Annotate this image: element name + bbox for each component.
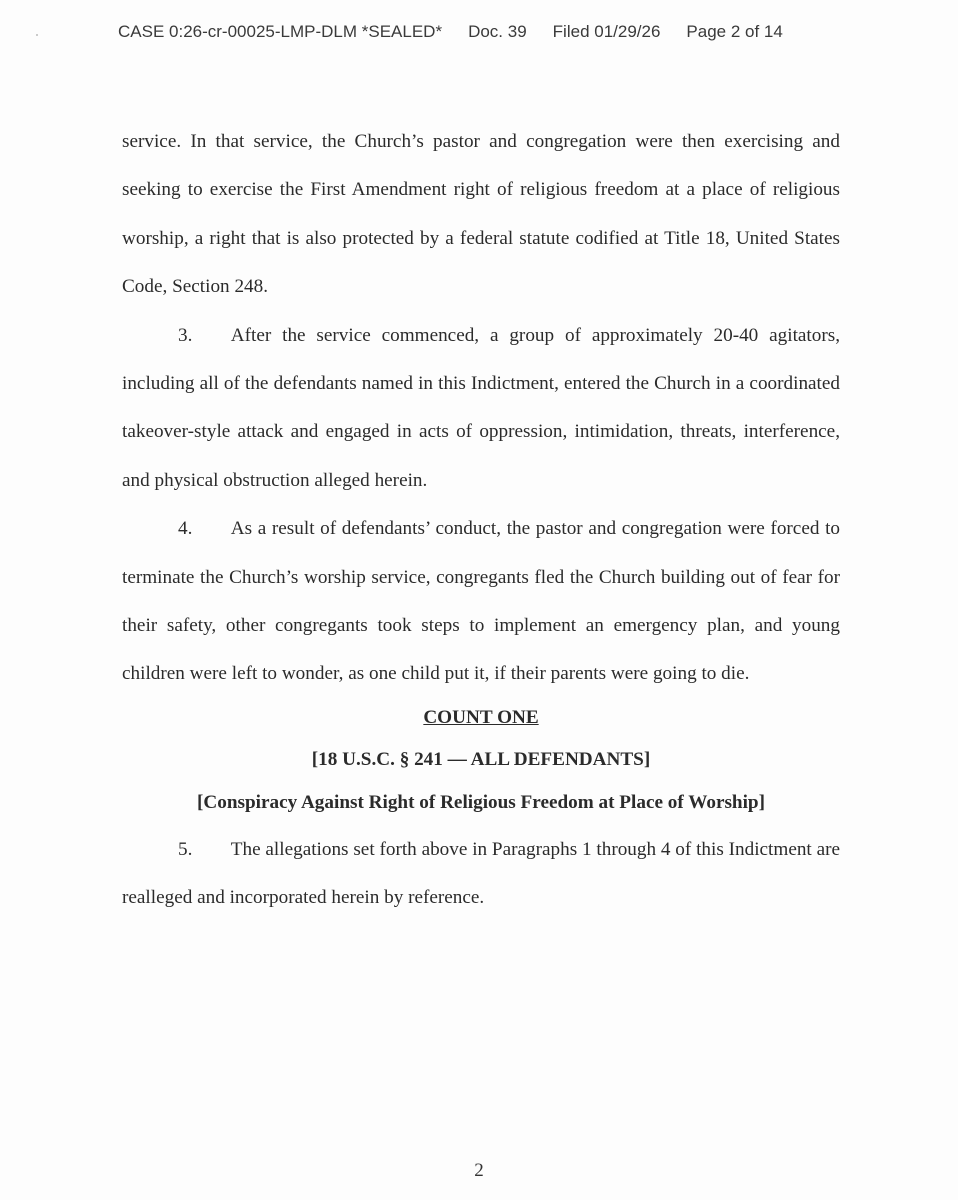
document-body [122, 118, 840, 923]
paragraph-5: 5. The allegations set forth above in Paragraphs 1 through 4 of this Indictment are realleged and incorporated herein by reference. [122, 838, 840, 909]
document-number: Doc. 39 [468, 22, 527, 41]
count-statute: [18 U.S.C. § 241 — ALL DEFENDANTS] [311, 748, 651, 770]
page-count: Page 2 of 14 [686, 22, 783, 41]
case-number: CASE 0:26-cr-00025-LMP-DLM *SEALED* [118, 22, 443, 41]
scan-speck [36, 34, 38, 36]
filed-date: Filed 01/29/26 [552, 22, 661, 41]
paragraph-continued: service. In that service, the Church’s pastor and congregation were then exercising and seeking to exercise the First Amendment right of religious freedom at a place of religious worship, a right that is also protected by a federal statute codified at Title 18, United States Code, Section 248. [122, 131, 840, 298]
page-number: 2 [474, 1160, 484, 1181]
paragraph-3: 3. After the service commenced, a group of approximately 20-40 agitators, including all of the defendants named in this Indictment, entered the Church in a coordinated takeover-style attack and engaged in acts of oppression, intimidation, threats, interference, and physical obstruction alleged herein. [122, 324, 840, 491]
count-title: COUNT ONE [423, 706, 539, 728]
paragraph-4: 4. As a result of defendants’ conduct, the pastor and congregation were forced to terminate the Church’s worship service, congregants fled the Church building out of fear for their safety, other congregants took steps to implement an emergency plan, and young children were left to wonder, as one child put it, if their parents were going to die. [122, 518, 840, 685]
court-filing-header [118, 22, 838, 42]
count-description: [Conspiracy Against Right of Religious Freedom at Place of Worship] [197, 791, 765, 813]
